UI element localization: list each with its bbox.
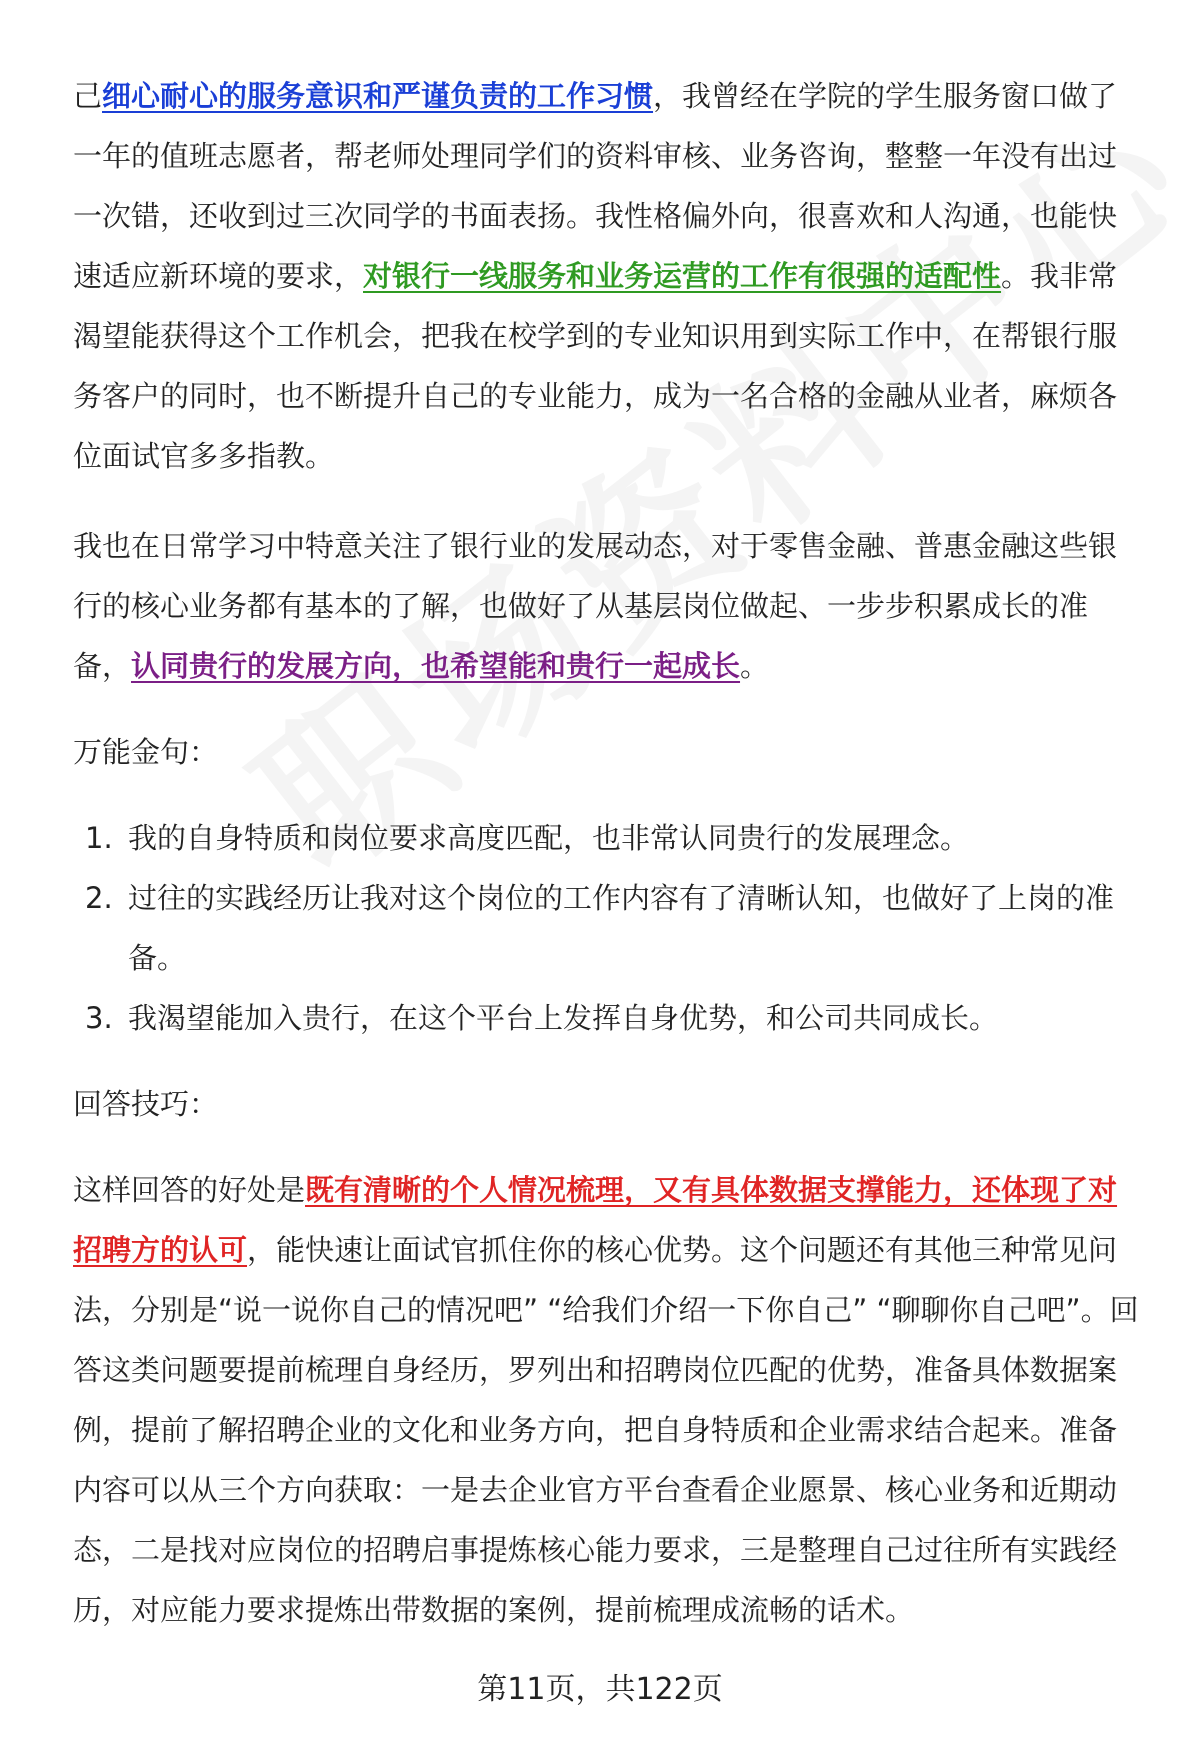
list-text: 我的自身特质和岗位要求高度匹配，也非常认同贵行的发展理念。 (128, 821, 970, 855)
para3-prefix: 这样回答的好处是 (73, 1173, 306, 1207)
golden-sentence-list (73, 808, 1145, 1048)
paragraph-answer-tips (73, 1160, 1145, 1640)
highlight-grow-with-bank: 认同贵行的发展方向，也希望能和贵行一起成长 (131, 649, 741, 683)
para1-tail: 。我非常渴望能获得这个工作机会，把我在校学到的专业知识用到实际工作中，在帮银行服务客户的同时，也不断提升自己的专业能力，成为一名合格的金融从业者，麻烦各位面试官多多指教。 (73, 259, 1118, 473)
page-number: 第11页，共122页 (477, 1672, 723, 1707)
list-number: 2. (85, 881, 113, 915)
list-item (73, 808, 1145, 868)
list-item (73, 988, 1145, 1048)
highlight-job-fit: 对银行一线服务和业务运营的工作有很强的适配性 (363, 259, 1002, 293)
highlight-service-awareness: 细心耐心的服务意识和严谨负责的工作习惯 (102, 79, 654, 113)
document-content (73, 66, 1145, 1640)
para3-tail: ，能快速让面试官抓住你的核心优势。这个问题还有其他三种常见问法，分别是“说一说你自己的情况吧” “给我们介绍一下你自己” “聊聊你自己吧”。回答这类问题要提前梳理自身经历，罗列出和招聘岗位匹配的优势，准备具体数据案例，提前了解招聘企业的文化和业务方向，把自身特质和企业需求结合起来。准备内容可以从三个方向获取：一是去企业官方平台查看企业愿景、核心业务和近期动态，二是找对应岗位的招聘启事提炼核心能力要求，三是整理自己过往所有实践经历，对应能力要求提炼出带数据的案例，提前梳理成流畅的话术。 (73, 1233, 1139, 1627)
para2-tail: 。 (740, 649, 770, 683)
heading-golden-sentences: 万能金句： (73, 735, 219, 769)
para2-text: 我也在日常学习中特意关注了银行业的发展动态，对于零售金融、普惠金融这些银行的核心业务都有基本的了解，也做好了从基层岗位做起、一步步积累成长的准备， (73, 529, 1118, 683)
para1-prefix: 己 (73, 79, 103, 113)
heading-answer-tips: 回答技巧： (73, 1087, 219, 1121)
para1-middle: ，我曾经在学院的学生服务窗口做了一年的值班志愿者，帮老师处理同学们的资料审核、业务咨询，整整一年没有出过一次错，还收到过三次同学的书面表扬。我性格偏外向，很喜欢和人沟通，也能快速适应新环境的要求， (73, 79, 1118, 293)
highlight-answer-benefit: 既有清晰的个人情况梳理，又有具体数据支撑能力，还体现了对招聘方的认可 (73, 1173, 1118, 1267)
list-number: 1. (85, 821, 113, 855)
list-number: 3. (85, 1001, 113, 1035)
list-item (73, 868, 1145, 988)
list-text: 过往的实践经历让我对这个岗位的工作内容有了清晰认知，也做好了上岗的准备。 (128, 881, 1115, 975)
paragraph-industry-knowledge (73, 516, 1145, 696)
list-text: 我渴望能加入贵行，在这个平台上发挥自身优势，和公司共同成长。 (128, 1001, 999, 1035)
paragraph-self-intro (73, 66, 1145, 486)
